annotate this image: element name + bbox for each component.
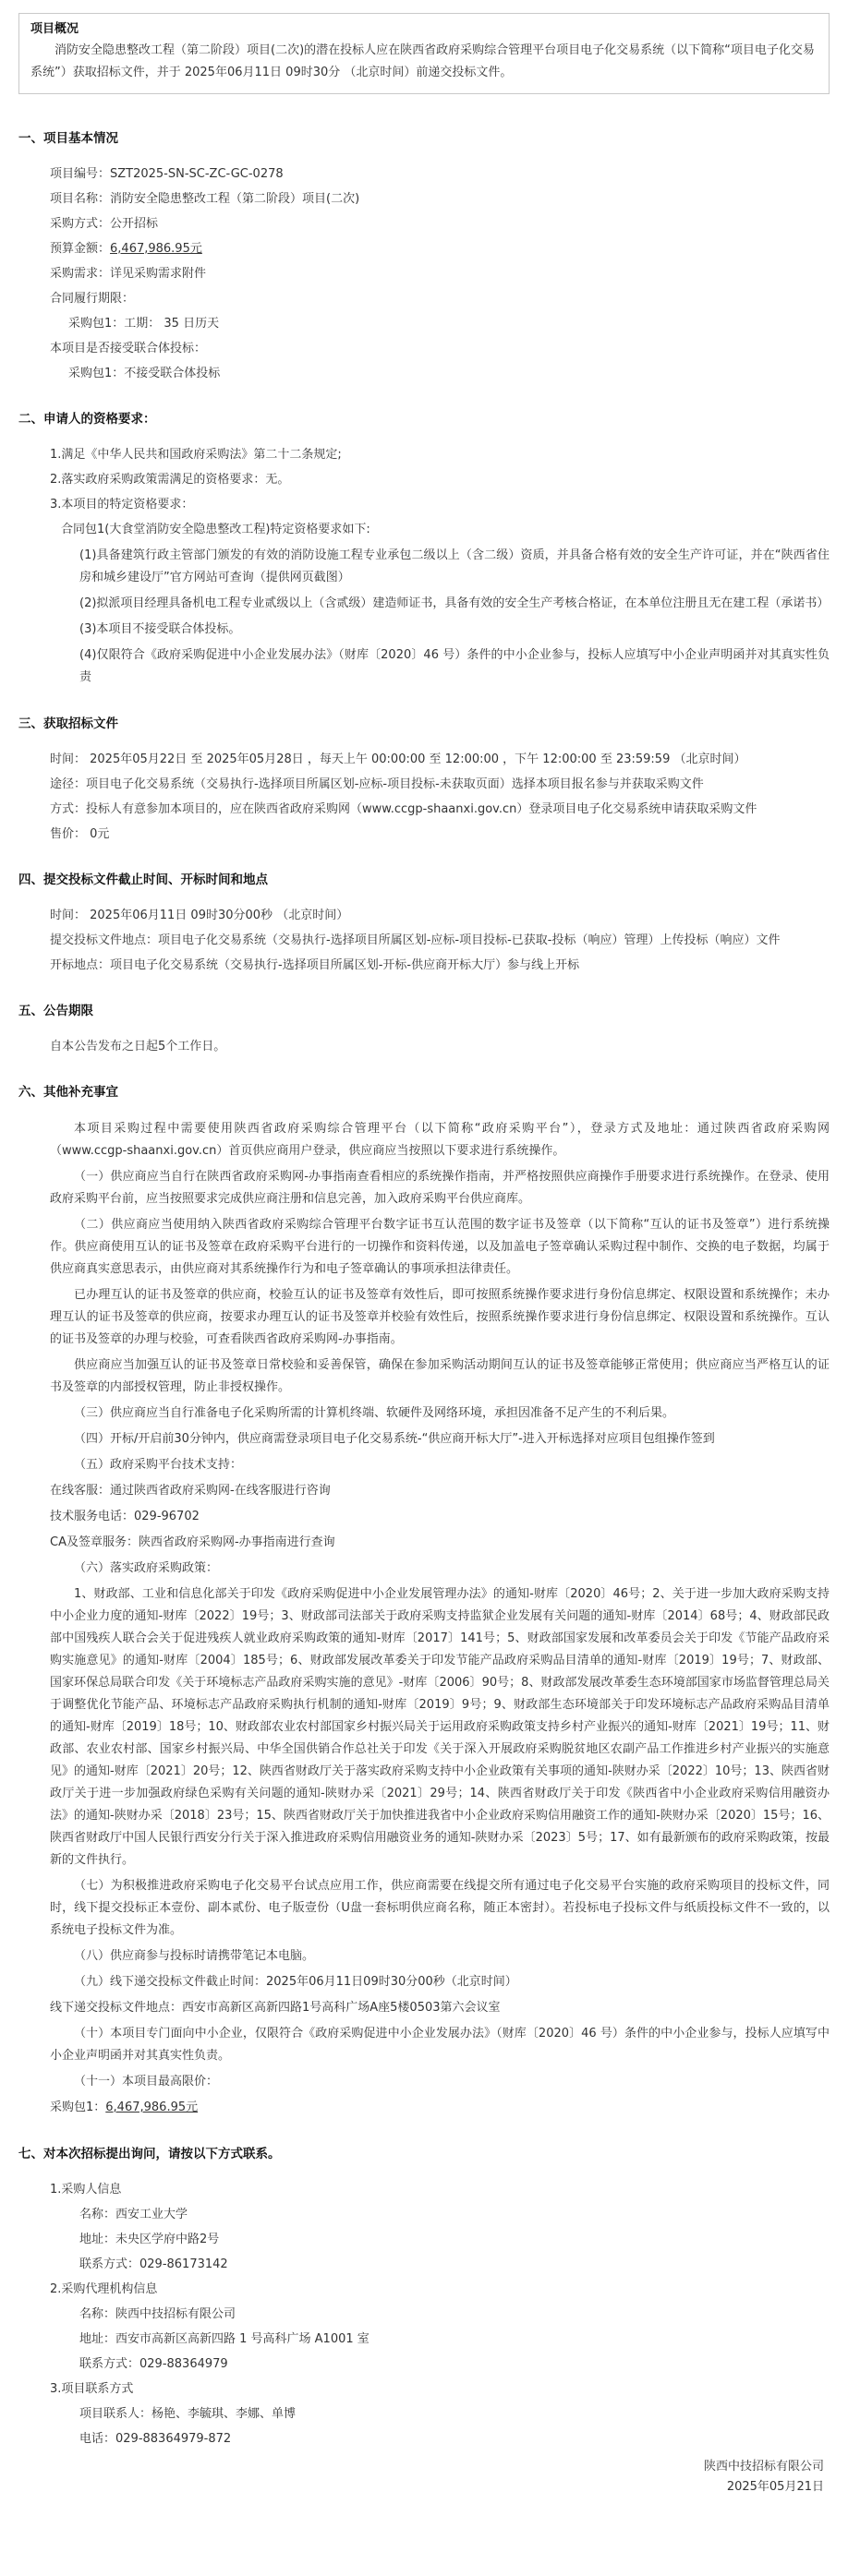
section-title: 三、获取招标文件 — [18, 716, 118, 731]
submission-location: 提交投标文件地点：项目电子化交易系统（交易执行-选择项目所属区划-应标-项目投标-已获取-投标（响应）管理）上传投标（响应）文件 — [50, 933, 781, 947]
agent-name: 名称：陕西中技招标有限公司 — [79, 2307, 236, 2321]
section-basic-info — [18, 127, 830, 384]
supplementary-paragraph: 本项目采购过程中需要使用陕西省政府采购综合管理平台（以下简称“政府采购平台”），登录方式及地址：通过陕西省政府采购网（www.ccgp-shaanxi.gov.cn）首页供应商用户登录，供应商应当按照以下要求进行系统操作。 — [50, 1122, 830, 1158]
budget-value: 6,467,986.95元 — [110, 242, 202, 256]
qualification-condition: (1)具备建筑行政主管部门颁发的有效的消防设施工程专业承包二级以上（含二级）资质，并具备合格有效的安全生产许可证，并在“陕西省住房和城乡建设厅”官方网站可查询（提供网页截图） — [79, 548, 830, 584]
signature-date: 2025年05月21日 — [726, 2480, 824, 2494]
supplementary-paragraph: （五）政府采购平台技术支持： — [74, 1458, 243, 1472]
section-qualifications — [18, 408, 830, 689]
buyer-name: 名称：西安工业大学 — [79, 2208, 188, 2221]
qualification-item: 3.本项目的特定资格要求： — [50, 498, 194, 512]
procurement-method: 采购方式：公开招标 — [50, 217, 159, 231]
max-price-label: （十一）本项目最高限价： — [74, 2075, 219, 2088]
buyer-address: 地址：未央区学府中路2号 — [79, 2233, 220, 2246]
opening-location: 开标地点：项目电子化交易系统（交易执行-选择项目所属区划-开标-供应商开标大厅）参与线上开标 — [50, 958, 580, 972]
consortium-package: 采购包1：不接受联合体投标 — [68, 367, 221, 380]
qualification-condition: (3)本项目不接受联合体投标。 — [79, 622, 241, 636]
qualification-condition: (4)仅限符合《政府采购促进中小企业发展办法》（财库〔2020〕46 号）条件的中小企业参与，投标人应填写中小企业声明函并对其真实性负责 — [79, 648, 830, 684]
project-number: 项目编号：SZT2025-SN-SC-ZC-GC-0278 — [50, 167, 284, 181]
supplementary-paragraph: （三）供应商应当自行准备电子化采购所需的计算机终端、软硬件及网络环境，承担因准备不足产生的不利后果。 — [74, 1406, 675, 1420]
qualification-item: 2.落实政府采购政策需满足的资格要求：无。 — [50, 473, 290, 487]
section-title: 七、对本次招标提出询问，请按以下方式联系。 — [18, 2147, 281, 2161]
project-name: 项目名称：消防安全隐患整改工程（第二阶段）项目(二次) — [50, 192, 360, 206]
obtain-channel: 途径：项目电子化交易系统（交易执行-选择项目所属区划-应标-项目投标-未获取页面）选择本项目报名参与并获取采购文件 — [50, 777, 704, 791]
project-phone: 电话：029-88364979-872 — [79, 2432, 232, 2446]
contact-heading: 1.采购人信息 — [50, 2183, 122, 2197]
signature-company: 陕西中技招标有限公司 — [703, 2460, 824, 2474]
section-title: 一、项目基本情况 — [18, 131, 118, 146]
supplementary-paragraph: 供应商应当加强互认的证书及签章日常校验和妥善保管，确保在参加采购活动期间互认的证书及签章能够正常使用；供应商应当严格互认的证书及签章的内部授权管理，防止非授权操作。 — [50, 1358, 830, 1394]
obtain-way: 方式：投标人有意参加本项目的，应在陕西省政府采购网（www.ccgp-shaanxi.gov.cn）登录项目电子化交易系统申请获取采购文件 — [50, 802, 757, 816]
obtain-time: 时间： 2025年05月22日 至 2025年05月28日 ，每天上午 00:00:00 至 12:00:00 ，下午 12:00:00 至 23:59:59 （北京时间） — [50, 752, 746, 766]
supplementary-paragraph: （四）开标/开启前30分钟内，供应商需登录项目电子化交易系统-“供应商开标大厅”-进入开标选择对应项目包组操作签到 — [74, 1432, 715, 1446]
section-title: 六、其他补充事宜 — [18, 1085, 118, 1100]
overview-title: 项目概况 — [30, 22, 79, 36]
supplementary-paragraph: （二）供应商应当使用纳入陕西省政府采购综合管理平台数字证书互认范围的数字证书及签章（以下简称“互认的证书及签章”）进行系统操作。供应商使用互认的证书及签章在政府采购平台进行的一切操作和资料传递，以及加盖电子签章确认采购过程中制作、交换的电子数据，均属于供应商真实意思表示，由供应商对其系统操作行为和电子签章确认的事项承担法律责任。 — [50, 1218, 830, 1276]
section-supplementary — [18, 1081, 830, 2119]
agent-phone: 联系方式：029-88364979 — [79, 2357, 228, 2371]
section-contacts — [18, 2143, 830, 2450]
max-price-value: 6,467,986.95元 — [105, 2101, 199, 2114]
procurement-requirement: 采购需求：详见采购需求附件 — [50, 267, 207, 281]
section-title: 四、提交投标文件截止时间、开标时间和地点 — [18, 873, 268, 887]
support-phone: 技术服务电话：029-96702 — [50, 1510, 200, 1523]
document-price: 售价： 0元 — [50, 827, 110, 841]
budget-label: 预算金额： — [50, 242, 111, 256]
section-title: 五、公告期限 — [18, 1004, 93, 1018]
support-ca: CA及签章服务：陕西省政府采购网-办事指南进行查询 — [50, 1535, 335, 1549]
contact-heading: 2.采购代理机构信息 — [50, 2282, 158, 2296]
deadline-time: 时间： 2025年06月11日 09时30分00秒 （北京时间） — [50, 909, 349, 922]
policy-list: 1、财政部、工业和信息化部关于印发《政府采购促进中小企业发展管理办法》的通知-财库〔2020〕46号；2、关于进一步加大政府采购支持中小企业力度的通知-财库〔2022〕19号；3、财政部司法部关于政府采购支持监狱企业发展有关问题的通知-财库〔2014〕68号；4、财政部民政部中国残疾人联合会关于促进残疾人就业政府采购政策的通知-财库〔2017〕141号；5、财政部国家发展和改革委员会关于印发《节能产品政府采购实施意见》的通知-财库〔2004〕185号；6、财政部发展改革委关于印发节能产品政府采购品目清单的通知-财库〔2019〕19号；7、财政部、国家环保总局联合印发《关于环境标志产品政府采购实施的意见》-财库〔2006〕90号；8、财政部发展改革委生态环境部国家市场监督管理总局关于调整优化节能产品、环境标志产品政府采购执行机制的通知-财库〔2019〕9号；9、财政部生态环境部关于印发环境标志产品政府采购品目清单的通知-财库〔2019〕18号；10、财政部农业农村部国家乡村振兴局关于运用政府采购政策支持乡村产业振兴的通知-财库〔2021〕19号；11、财政部、农业农村部、国家乡村振兴局、中华全国供销合作总社关于印发《关于深入开展政府采购脱贫地区农副产品工作推进乡村产业振兴的实施意见》的通知-财库〔2021〕20号；12、陕西省财政厅关于落实政府采购支持中小企业政策有关事项的通知-陕财办采〔2022〕10号；13、陕西省财政厅关于进一步加强政府绿色采购有关问题的通知-陕财办采〔2021〕29号；14、陕西省财政厅关于印发《陕西省中小企业政府采购信用融资办法》的通知-陕财办采〔2018〕23号；15、陕西省财政厅关于加快推进我省中小企业政府采购信用融资工作的通知-陕财办采〔2020〕15号；16、陕西省财政厅中国人民银行西安分行关于深入推进政府采购信用融资业务的通知-陕财办采〔2023〕5号；17、如有最新颁布的政府采购政策，按最新的文件执行。 — [50, 1587, 830, 1867]
project-contacts: 项目联系人：杨艳、李毓琪、李娜、单博 — [79, 2407, 297, 2421]
supplementary-paragraph: （八）供应商参与投标时请携带笔记本电脑。 — [74, 1949, 315, 1963]
supplementary-paragraph: （一）供应商应当自行在陕西省政府采购网-办事指南查看相应的系统操作指南，并严格按照供应商操作手册要求进行系统操作。在登录、使用政府采购平台前，应当按照要求完成供应商注册和信息完善，加入政府采购平台供应商库。 — [50, 1170, 830, 1206]
overview-text: 消防安全隐患整改工程（第二阶段）项目(二次)的潜在投标人应在陕西省政府采购综合管理平台项目电子化交易系统（以下简称“项目电子化交易系统”）获取招标文件，并于 2025年06月11日 09时30分 （北京时间）前递交投标文件。 — [30, 43, 815, 79]
supplementary-paragraph: （七）为积极推进政府采购电子化交易平台试点应用工作，供应商需要在线提交所有通过电子化交易平台实施的政府采购项目的投标文件，同时，线下提交投标正本壹份、副本贰份、电子版壹份（U盘一套标明供应商名称，随正本密封）。若投标电子投标文件与纸质投标文件不一致的，以系统电子投标文件为准。 — [50, 1879, 830, 1937]
supplementary-paragraph: 已办理互认的证书及签章的供应商，校验互认的证书及签章有效性后，即可按照系统操作要求进行身份信息绑定、权限设置和系统操作；未办理互认的证书及签章的供应商，按要求办理互认的证书及签章并校验有效性后，按照系统操作要求进行身份信息绑定、权限设置和系统操作。互认的证书及签章的办理与校验，可查看陕西省政府采购网-办事指南。 — [50, 1288, 830, 1346]
buyer-phone: 联系方式：029-86173142 — [79, 2257, 228, 2271]
contract-term-package: 采购包1：工期： 35 日历天 — [68, 317, 220, 331]
budget-amount — [18, 239, 830, 259]
max-price-package-label: 采购包1： — [50, 2101, 106, 2114]
section-deadline — [18, 869, 830, 976]
contact-heading: 3.项目联系方式 — [50, 2382, 134, 2396]
supplementary-paragraph: （十）本项目专门面向中小企业，仅限符合《政府采购促进中小企业发展办法》（财库〔2020〕46 号）条件的中小企业参与，投标人应填写中小企业声明函并对其真实性负责。 — [50, 2027, 830, 2063]
package-qualification-heading: 合同包1(大食堂消防安全隐患整改工程)特定资格要求如下: — [61, 523, 370, 536]
section-title: 二、申请人的资格要求： — [18, 412, 156, 427]
qualification-condition: (2)拟派项目经理具备机电工程专业贰级以上（含贰级）建造师证书，具备有效的安全生产考核合格证，在本单位注册且无在建工程（承诺书） — [79, 596, 830, 610]
max-price-package — [18, 2097, 830, 2119]
offline-submission-location: 线下递交投标文件地点：西安市高新区高新四路1号高科广场A座5楼0503第六会议室 — [50, 2001, 501, 2015]
support-online: 在线客服：通过陕西省政府采购网-在线客服进行咨询 — [50, 1484, 331, 1498]
supplementary-paragraph: （九）线下递交投标文件截止时间：2025年06月11日09时30分00秒（北京时间） — [74, 1975, 517, 1989]
consortium-label: 本项目是否接受联合体投标： — [50, 342, 207, 355]
contract-term-label: 合同履行期限： — [50, 292, 135, 306]
notice-period-text: 自本公告发布之日起5个工作日。 — [50, 1040, 226, 1053]
signature-block — [18, 2457, 830, 2498]
section-obtain-documents — [18, 713, 830, 845]
section-notice-period — [18, 1000, 830, 1057]
qualification-item: 1.满足《中华人民共和国政府采购法》第二十二条规定; — [50, 448, 342, 462]
project-overview-box — [18, 13, 830, 94]
supplementary-paragraph: （六）落实政府采购政策： — [74, 1561, 219, 1575]
agent-address: 地址：西安市高新区高新四路 1 号高科广场 A1001 室 — [79, 2332, 369, 2346]
